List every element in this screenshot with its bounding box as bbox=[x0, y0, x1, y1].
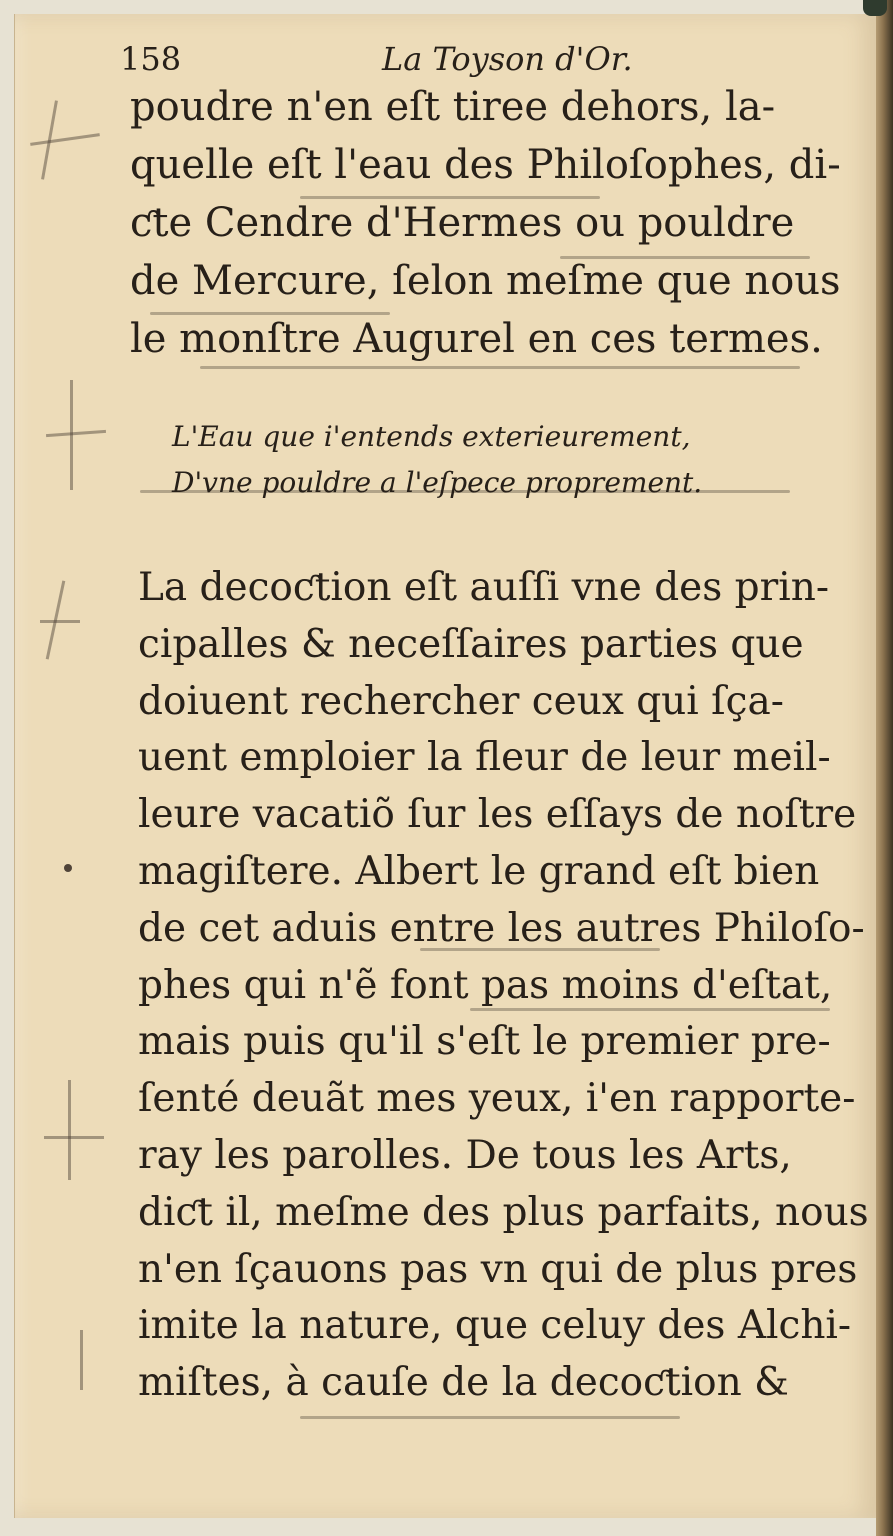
text-line: leure vacatiõ ſur les eſſays de noſtre bbox=[138, 792, 857, 838]
margin-cross-mark bbox=[44, 1136, 104, 1139]
margin-cross-mark bbox=[68, 1080, 71, 1180]
pencil-underline bbox=[300, 1416, 680, 1419]
text-line: poudre n'en eſt tiree dehors, la- bbox=[130, 84, 776, 130]
text-line: de Mercure, ſelon meſme que nous bbox=[130, 258, 841, 304]
text-line: le monſtre Augurel en ces termes. bbox=[130, 316, 823, 362]
text-line: ƈte Cendre d'Hermes ou pouldre bbox=[130, 200, 795, 246]
page-edge bbox=[876, 0, 893, 1536]
bookmark-ribbon bbox=[863, 0, 887, 16]
text-line: uent emploier la fleur de leur meil- bbox=[138, 735, 831, 781]
text-line: imite la nature, que celuy des Alchi- bbox=[138, 1303, 852, 1349]
margin-cross-mark bbox=[40, 620, 80, 623]
text-line: n'en ſçauons pas vn qui de plus pres bbox=[138, 1246, 858, 1292]
text-line: mais puis qu'il s'eſt le premier pre- bbox=[138, 1019, 831, 1065]
verse-line: D'vne pouldre a l'eſpece proprement. bbox=[172, 466, 703, 499]
running-title: La Toyson d'Or. bbox=[382, 40, 633, 78]
verse-line: L'Eau que i'entends exterieurement, bbox=[172, 420, 691, 453]
text-line: magiſtere. Albert le grand eſt bien bbox=[138, 849, 820, 894]
margin-cross-mark bbox=[80, 1330, 83, 1390]
text-line: ray les parolles. De tous les Arts, bbox=[138, 1133, 792, 1178]
text-line: cipalles & neceſſaires parties que bbox=[138, 621, 804, 667]
margin-dot-mark bbox=[64, 864, 72, 872]
text-line: doiuent rechercher ceux qui ſça- bbox=[138, 678, 784, 724]
text-line: La decoƈtion eſt auſſi vne des prin- bbox=[138, 565, 830, 610]
text-line: phes qui n'ẽ font pas moins d'eſtat, bbox=[138, 962, 833, 1008]
text-line: ſenté deuãt mes yeux, i'en rapporte- bbox=[138, 1076, 856, 1122]
page-number: 158 bbox=[120, 40, 182, 78]
margin-cross-mark bbox=[70, 380, 73, 490]
text-line: de cet aduis entre les autres Philoſo- bbox=[138, 905, 865, 951]
text-line: miſtes, à cauſe de la decoƈtion & bbox=[138, 1360, 789, 1406]
text-line: quelle eſt l'eau des Philoſophes, di- bbox=[130, 142, 841, 188]
text-line: diƈt il, meſme des plus parfaits, nous bbox=[138, 1189, 869, 1235]
